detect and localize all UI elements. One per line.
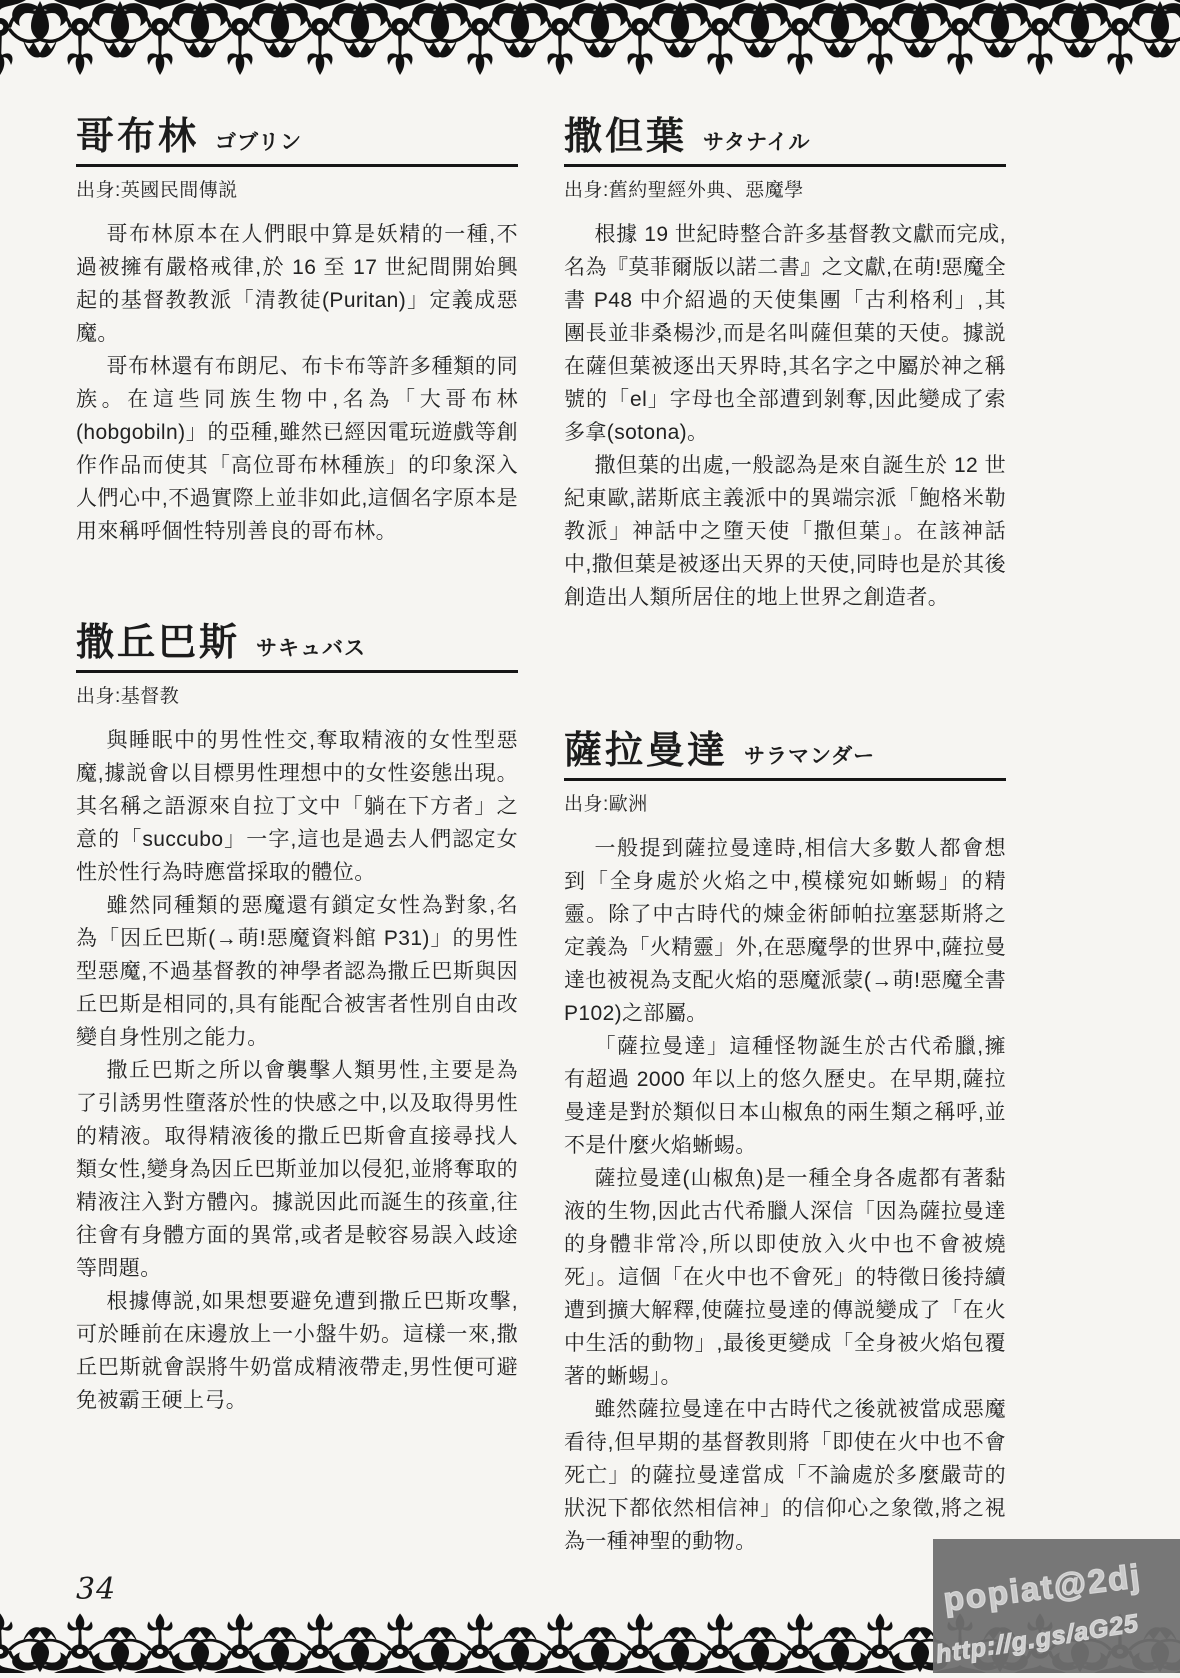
entry-title-kana: サタナイル xyxy=(703,131,811,154)
watermark-text: popiat@2dj xyxy=(941,1557,1144,1618)
page-content xyxy=(76,104,1106,1558)
entry-title-zh: 撒丘巴斯 xyxy=(76,621,241,664)
entry-title-kana: ゴブリン xyxy=(215,131,303,154)
entry-title-kana: サラマンダー xyxy=(744,744,876,768)
entry-salamander xyxy=(564,718,1006,1558)
entry-title-kana: サキュバス xyxy=(256,636,367,660)
entry-paragraph: 撒丘巴斯之所以會襲擊人類男性,主要是為了引誘男性墮落於性的快感之中,以及取得男性的精液。取得精液後的撒丘巴斯會直接尋找人類女性,變身為因丘巴斯並加以侵犯,並將奪取的精液注入對方體內。據説因此而誕生的孩童,往往會有身體方面的異常,或者是較容易誤入歧途等問題。 xyxy=(76,1058,518,1280)
entry-heading xyxy=(76,104,518,167)
left-column xyxy=(76,104,518,1417)
entry-paragraph: 哥布林原本在人們眼中算是妖精的一種,不過被擁有嚴格戒律,於 16 至 17 世紀間開始興起的基督教教派「清教徒(Puritan)」定義成惡魔。 xyxy=(76,222,518,345)
entry-goblin xyxy=(76,104,518,548)
entry-paragraph: 撒但葉的出處,一般認為是來自誕生於 12 世紀東歐,諾斯底主義派中的異端宗派「鮑格米勒教派」神話中之墮天使「撒但葉」。在該神話中,撒但葉是被逐出天界的天使,同時也是於其後創造出人類所居住的地上世界之創造者。 xyxy=(564,453,1006,609)
entry-paragraph: 一般提到薩拉曼達時,相信大多數人都會想到「全身處於火焰之中,模樣宛如蜥蜴」的精靈。除了中古時代的煉金術師帕拉塞瑟斯將之定義為「火精靈」外,在惡魔學的世界中,薩拉曼達也被視為支配火焰的惡魔派蒙(→萌!惡魔全書 P102)之部屬。 xyxy=(564,836,1006,1025)
entry-succubus xyxy=(76,610,518,1417)
damask-ornament-icon xyxy=(0,0,1180,78)
entry-heading xyxy=(564,104,1006,167)
entry-satanail xyxy=(564,104,1006,614)
page-number: 34 xyxy=(76,1572,117,1607)
entry-paragraph: 與睡眠中的男性性交,奪取精液的女性型惡魔,據説會以目標男性理想中的女性姿態出現。其名稱之語源來自拉丁文中「躺在下方者」之意的「succubo」一字,這也是過去人們認定女性於性行為時應當採取的體位。 xyxy=(76,728,518,884)
entry-paragraph: 雖然薩拉曼達在中古時代之後就被當成惡魔看待,但早期的基督教則將「即使在火中也不會死亡」的薩拉曼達當成「不論處於多麼嚴苛的狀況下都依然相信神」的信仰心之象徵,將之視為一種神聖的動物。 xyxy=(564,1397,1006,1553)
entry-paragraph: 「薩拉曼達」這種怪物誕生於古代希臘,擁有超過 2000 年以上的悠久歷史。在早期,薩拉曼達是對於類似日本山椒魚的兩生類之稱呼,並不是什麼火焰蜥蜴。 xyxy=(564,1034,1006,1157)
right-column xyxy=(564,104,1006,1558)
entry-title-zh: 撒但葉 xyxy=(564,116,688,158)
entry-paragraph: 根據 19 世紀時整合許多基督教文獻而完成,名為『莫菲爾版以諾二書』之文獻,在萌!惡魔全書 P48 中介紹過的天使集團「古利格利」,其團長並非桑楊沙,而是名叫薩但葉的天使。據説在薩但葉被逐出天界時,其名字之中屬於神之稱號的「el」字母也全部遭到剝奪,因此變成了索多拿(sotona)。 xyxy=(564,222,1006,444)
entry-paragraph: 哥布林還有布朗尼、布卡布等許多種類的同族。在這些同族生物中,名為「大哥布林(hobgobiln)」的亞種,雖然已經因電玩遊戲等創作作品而使其「高位哥布林種族」的印象深入人們心中,不過實際上並非如此,這個名字原本是用來稱呼個性特別善良的哥布林。 xyxy=(76,354,518,543)
entry-origin: 出身:英國民間傳説 xyxy=(76,179,238,201)
entry-paragraph: 薩拉曼達(山椒魚)是一種全身各處都有著黏液的生物,因此古代希臘人深信「因為薩拉曼達的身體非常冷,所以即使放入火中也不會被燒死」。這個「在火中也不會死」的特徵日後持續遭到擴大解釋,使薩拉曼達的傳説變成了「在火中生活的動物」,最後更變成「全身被火焰包覆著的蜥蜴」。 xyxy=(564,1166,1006,1388)
ornament-border-top xyxy=(0,0,1180,78)
entry-heading xyxy=(76,610,518,673)
entry-title-zh: 薩拉曼達 xyxy=(564,729,729,772)
watermark-overlay xyxy=(933,1539,1180,1673)
entry-heading xyxy=(564,718,1006,781)
entry-origin: 出身:基督教 xyxy=(76,685,180,707)
watermark-url: http://g.gs/aG25 xyxy=(933,1609,1141,1669)
entry-paragraph: 雖然同種類的惡魔還有鎖定女性為對象,名為「因丘巴斯(→萌!惡魔資料館 P31)」的男性型惡魔,不過基督教的神學者認為撒丘巴斯與因丘巴斯是相同的,具有能配合被害者性別自由改變自身性別之能力。 xyxy=(76,893,518,1049)
entry-origin: 出身:歐洲 xyxy=(564,793,648,815)
entry-origin: 出身:舊約聖經外典、惡魔學 xyxy=(564,179,804,201)
entry-paragraph: 根據傳説,如果想要避免遭到撒丘巴斯攻擊,可於睡前在床邊放上一小盤牛奶。這樣一來,撒丘巴斯就會誤將牛奶當成精液帶走,男性便可避免被霸王硬上弓。 xyxy=(76,1289,518,1412)
entry-title-zh: 哥布林 xyxy=(76,116,200,158)
